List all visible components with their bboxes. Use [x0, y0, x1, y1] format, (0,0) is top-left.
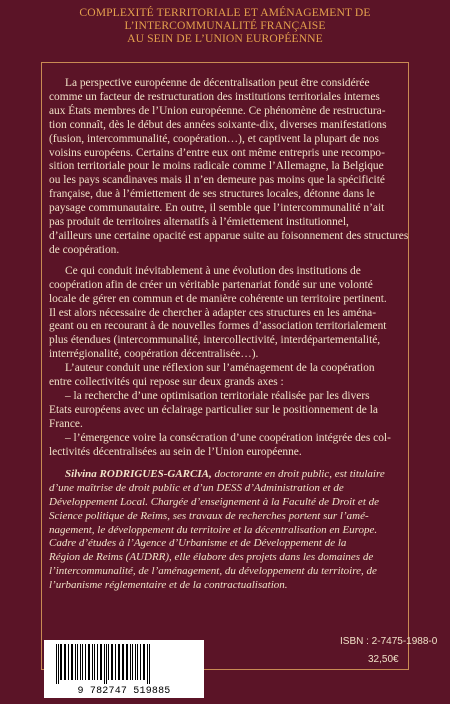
text-line: L’auteur conduit une réflexion sur l’aménagement de la coopération: [65, 362, 375, 375]
blurb: [49, 77, 409, 593]
text-line: locale de gérer en commun et de manière cohérente un territoire pertinent.: [49, 292, 387, 305]
barcode-bar: [108, 644, 109, 680]
barcode-bar: [82, 644, 83, 680]
paragraph-2: [49, 265, 401, 362]
barcode-bar: [85, 644, 86, 680]
paragraph-5: [49, 432, 401, 460]
barcode-bar: [137, 644, 138, 680]
barcode-bar: [56, 644, 57, 684]
text-line: France.: [49, 417, 83, 430]
barcode-bar: [130, 644, 131, 680]
paragraph-1: [49, 77, 409, 258]
text-line: ou les pays scandinaves mais il n’en demeure pas moins que la spécificité: [49, 174, 385, 187]
text-line: Ce qui conduit inévitablement à une évolution des institutions de: [65, 264, 361, 277]
isbn-label: ISBN : 2-7475-1988-0: [340, 636, 438, 647]
barcode-bar: [71, 644, 73, 680]
text-line: l’intercommunalité, de l’aménagement, du développement du territoire, de: [49, 565, 377, 578]
author-name: Silvina RODRIGUES-GARCIA,: [65, 468, 212, 481]
text-line: plus étendues (intercommunalité, intercollectivité, interdépartementalité,: [49, 334, 381, 347]
title-line: AU SEIN DE L’UNION EUROPÉENNE: [127, 32, 323, 45]
text-line: nagement, le développement du territoire et la décentralisation en Europe.: [49, 523, 378, 536]
text-line: geant ou en recourant à de nouvelles formes d’association territorialement: [49, 320, 387, 333]
price-label: 32,50€: [368, 654, 399, 665]
text-line: – la recherche d’une optimisation territoriale réalisée par les divers: [65, 389, 370, 402]
text-line: Cadre d’études à l’Agence d’Urbanisme et de Développement de la: [49, 537, 347, 550]
text-line: entre collectivités qui repose sur deux grands axes :: [49, 376, 284, 389]
paragraph-3: [49, 362, 401, 390]
text-line: interrégionalité, coopération décentralisée…).: [49, 348, 259, 361]
book-title: [40, 6, 410, 45]
barcode-bar: [115, 644, 116, 680]
barcode-bar: [60, 644, 62, 680]
text-line: lectivités décentralisées au sein de l’Union européenne.: [49, 445, 302, 458]
text-line: de coopération.: [49, 243, 120, 256]
text-line: tion connaît, dès le début des années soixante-dix, diverses manifestations: [49, 118, 387, 131]
barcode-bar: [100, 644, 102, 680]
barcode-bar: [126, 644, 128, 680]
text-line: d’ailleurs une certaine opacité est apparue suite au foisonnement des structures: [49, 229, 409, 242]
title-line: L’INTERCOMMUNALITÉ FRANÇAISE: [124, 19, 326, 32]
barcode: [44, 640, 204, 698]
text-line: Science politique de Reims, ses travaux de recherches portent sur l’amé-: [49, 509, 369, 522]
title-line: COMPLEXITÉ TERRITORIALE ET AMÉNAGEMENT DE: [79, 6, 371, 19]
barcode-bar: [97, 644, 98, 680]
text-line: Il est alors nécessaire de chercher à adapter ces structures en les aména-: [49, 306, 376, 319]
text-line: aux États membres de l’Union européenne. Ce phénomène de restructura-: [49, 104, 386, 117]
barcode-bar: [140, 644, 141, 680]
text-line: La perspective européenne de décentralisation peut être considérée: [65, 77, 370, 89]
text-line: Développement Local. Chargée d’enseignement à la Faculté de Droit et de: [49, 496, 380, 509]
text-line: française, due à l’émiettement de ses structures locales, détonne dans le: [49, 188, 375, 201]
text-line: l’urbanisme réglementaire et de la contractualisation.: [49, 578, 288, 591]
barcode-bar: [111, 644, 113, 680]
text-line: d’une maîtrise de droit public et d’un DESS d’Administration et de: [49, 482, 344, 495]
barcode-bar: [147, 644, 148, 684]
text-line: [49, 468, 401, 482]
text-line: comme un facteur de restructuration des institutions territoriales internes: [49, 90, 380, 103]
barcode-bar: [104, 644, 105, 684]
barcode-bar: [92, 644, 93, 680]
text-line: – l’émergence voire la consécration d’une coopération intégrée des col-: [65, 431, 391, 444]
barcode-bar: [88, 644, 90, 680]
author-bio-text: doctorante en droit public, est titulaire: [211, 468, 385, 481]
text-line: sition territoriale pour le moins radicale comme l’Allemagne, la Belgique: [49, 160, 384, 173]
text-line: Région de Reims (AUDRR), elle élabore des projets dans les domaines de: [49, 551, 374, 564]
barcode-bar: [75, 644, 76, 680]
text-line: Etats européens avec un éclairage particulier sur le positionnement de la: [49, 403, 378, 416]
text-line: (fusion, intercommunalité, coopération…), et captivent la plupart de nos: [49, 132, 379, 145]
barcode-bar: [68, 644, 69, 680]
barcode-bar: [80, 644, 81, 680]
barcode-bar: [58, 644, 59, 684]
barcode-digits: 9 782747 519885: [77, 686, 171, 697]
barcode-bar: [149, 644, 150, 684]
barcode-bar: [64, 644, 66, 680]
barcode-bar: [135, 644, 136, 680]
barcode-bar: [132, 644, 133, 680]
text-line: voisins européens. Certains d’entre eux ont même entrepris une recompo-: [49, 146, 385, 159]
barcode-bar: [118, 644, 120, 680]
paragraph-4: [49, 390, 401, 432]
barcode-bar: [122, 644, 124, 680]
text-line: coopération afin de créer un véritable partenariat fondé sur une volonté: [49, 278, 373, 291]
barcode-bar: [106, 644, 107, 684]
barcode-bar: [77, 644, 78, 680]
barcode-bar: [143, 644, 145, 680]
barcode-bar: [94, 644, 95, 680]
author-bio: [49, 468, 401, 592]
text-line: pas produit de territoires alternatifs à l’émiettement institutionnel,: [49, 216, 349, 229]
text-line: paysage communautaire. En outre, il semble que l’intercommunalité n’ait: [49, 202, 385, 215]
barcode-bars: [54, 644, 194, 684]
